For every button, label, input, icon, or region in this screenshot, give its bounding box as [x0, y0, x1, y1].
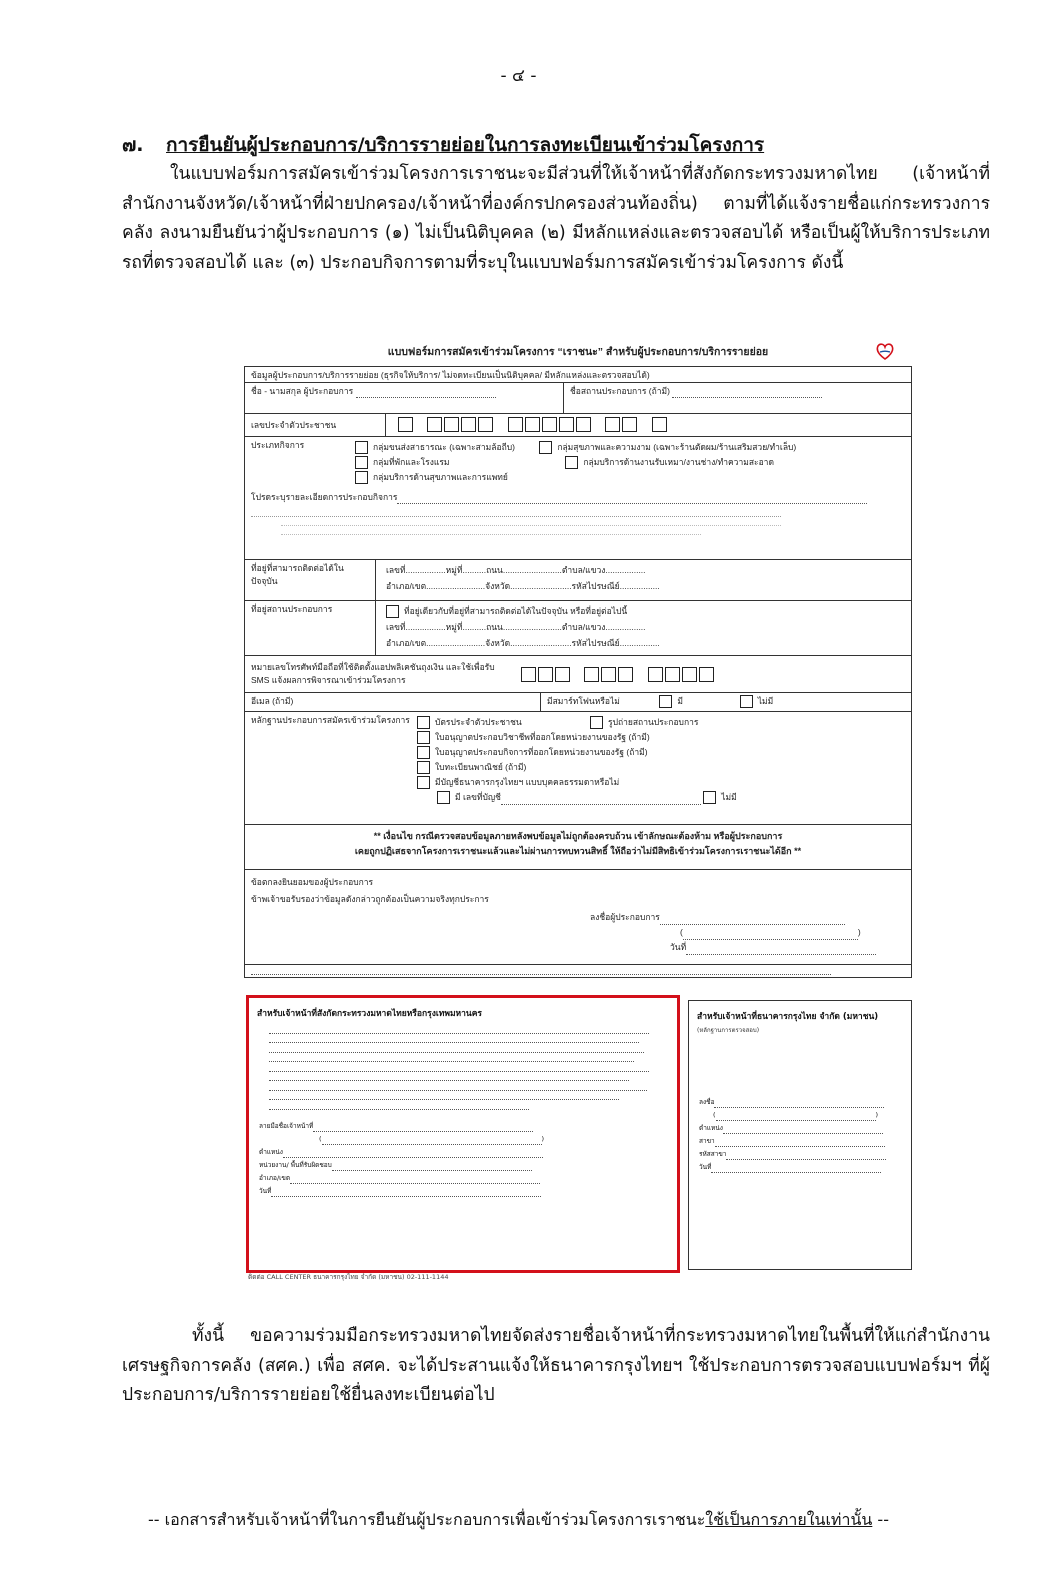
bank-branch-code-label: รหัสสาขา [699, 1149, 727, 1158]
interior-signature-fields[interactable]: ลายมือชื่อเจ้าหน้าที่ ( ) ตำแหน่ง หน่วยงาน/ พื้นที่รับผิดชอบ อำเภอ/เขต วันที่ [259, 1121, 545, 1195]
officer-sign-label: ลายมือชื่อเจ้าหน้าที่ [259, 1121, 314, 1130]
shop-address-row [245, 601, 911, 656]
same-address-option: ที่อยู่เดียวกับที่อยู่ที่สามารถติดต่อได้ในปัจจุบัน หรือที่อยู่ต่อไปนี้ [404, 606, 628, 616]
checkbox-icon[interactable] [740, 695, 753, 708]
section-number: ๗. [122, 134, 144, 156]
business-detail-field[interactable] [245, 485, 911, 506]
section-title: การยืนยันผู้ประกอบการ/บริการรายย่อยในการลงทะเบียนเข้าร่วมโครงการ [166, 134, 765, 156]
address-line: อำเภอ/เขต.........................จังหวัด..........................รหัสไปรษณีย์................. [386, 581, 660, 591]
bank-branch-label: สาขา [699, 1136, 715, 1145]
business-type-option: กลุ่มขนส่งสาธารณะ (เฉพาะสามล้อถีบ) [373, 442, 515, 452]
smartphone-yes: มี [677, 696, 683, 706]
business-type-option: กลุ่มสุขภาพและความงาม (เฉพาะร้านตัดผม/ร้านเสริมสวย/ทำเล็บ) [557, 442, 797, 452]
section-heading [122, 130, 764, 160]
business-type-option: กลุ่มที่พักและโรงแรม [373, 457, 450, 467]
smartphone-no: ไม่มี [757, 696, 774, 706]
id-row [245, 414, 911, 437]
intro-paragraph [122, 160, 990, 278]
bank-box-subtitle: (หลักฐานการตรวจสอบ) [697, 1027, 760, 1034]
footer-prefix: -- เอกสารสำหรับเจ้าหน้าที่ในการยืนยันผู้ประกอบการเพื่อเข้าร่วมโครงการเราชนะ [148, 1510, 706, 1529]
interior-box-title: สำหรับเจ้าหน้าที่สังกัดกระทรวงมหาดไทยหรือกรุงเทพมหานคร [257, 1009, 482, 1019]
phone-row [245, 656, 911, 693]
checkbox-icon[interactable] [565, 456, 578, 469]
evidence-option: มีบัญชีธนาคารกรุงไทยฯ แบบบุคคลธรรมดาหรือไม่ [435, 777, 620, 787]
business-type-label: ประเภทกิจการ [251, 440, 305, 450]
closing-paragraph-text: ทั้งนี้ ขอความร่วมมือกระทรวงมหาดไทยจัดส่งรายชื่อเจ้าหน้าที่กระทรวงมหาดไทยในพื้นที่ให้แก่สำนักงานเศรษฐกิจการคลัง (สศค.) เพื่อ สศค. จะได้ประสานแจ้งให้ธนาคารกรุงไทยฯ ใช้ประกอบการตรวจสอบแบบฟอร์มฯ ที่ผู้ประกอบการ/บริการรายย่อยใช้ยื่นลงทะเบียนต่อไป [122, 1326, 990, 1405]
warning-line: เคยถูกปฏิเสธจากโครงการเราชนะแล้วและไม่ผ่านการทบทวนสิทธิ์ ให้ถือว่าไม่มีสิทธิเข้าร่วมโครงการเราชนะได้อีก ** [354, 846, 802, 856]
checkbox-icon[interactable] [703, 791, 716, 804]
business-type-option: กลุ่มบริการด้านสุขภาพและการแพทย์ [373, 472, 508, 482]
business-type-row [245, 437, 911, 560]
bank-sign-label: ลงชื่อ [699, 1097, 715, 1106]
shop-name-label: ชื่อสถานประกอบการ (ถ้ามี) [570, 386, 670, 396]
checkbox-icon[interactable] [386, 605, 399, 618]
intro-paragraph-text: ในแบบฟอร์มการสมัครเข้าร่วมโครงการเราชนะจะมีส่วนที่ให้เจ้าหน้าที่สังกัดกระทรวงมหาดไทย (เจ้าหน้าที่สำนักงานจังหวัด/เจ้าหน้าที่ฝ่ายปกครอง/เจ้าหน้าที่องค์กรปกครองส่วนท้องถิ่น) ตามที่ได้แจ้งรายชื่อแก่กระทรวงการคลัง ลงนามยืนยันว่าผู้ประกอบการ (๑) ไม่เป็นนิติบุคคล (๒) มีหลักแหล่งและตรวจสอบได้ หรือเป็นผู้ให้บริการประเภทรถที่ตรวจสอบได้ และ (๓) ประกอบกิจการตามที่ระบุในแบบฟอร์มการสมัครเข้าร่วมโครงการ ดังนี้ [122, 164, 990, 273]
checkbox-icon[interactable] [437, 791, 450, 804]
evidence-option: ใบอนุญาตประกอบวิชาชีพที่ออกโดยหน่วยงานของรัฐ (ถ้ามี) [435, 732, 650, 742]
form-footnote-row [245, 965, 911, 977]
consent-title: ข้อตกลงยินยอมของผู้ประกอบการ [251, 877, 374, 887]
bank-date-label: วันที่ [699, 1162, 712, 1171]
checkbox-icon[interactable] [355, 441, 368, 454]
checkbox-icon[interactable] [539, 441, 552, 454]
footer-suffix: -- [872, 1510, 889, 1529]
shop-address-field[interactable] [376, 601, 666, 655]
id-label: เลขประจำตัวประชาชน [245, 414, 386, 436]
business-type-option: กลุ่มบริการด้านงานรับเหมา/งานช่าง/ทำความสะอาด [583, 457, 774, 467]
checkbox-icon[interactable] [417, 746, 430, 759]
phone-label: หมายเลขโทรศัพท์มือถือที่ใช้ติดตั้งแอปพลิเคชันถุงเงิน และใช้เพื่อรับ SMS แจ้งผลการพิจารณาเข้าร่วมโครงการ [251, 662, 495, 685]
form-title [244, 338, 912, 366]
email-field[interactable] [245, 693, 541, 711]
address-line: เลขที่.................หมู่ที่..........ถนน.........................ตำบล/แขวง................. [386, 622, 646, 632]
warning-line: ** เงื่อนไข กรณีตรวจสอบข้อมูลภายหลังพบข้อมูลไม่ถูกต้องครบถ้วน เข้าลักษณะต้องห้าม หรือผู้ประกอบการ [373, 831, 783, 841]
consent-row [245, 870, 911, 965]
officer-district-label: อำเภอ/เขต [259, 1173, 291, 1182]
checkbox-icon[interactable] [590, 716, 603, 729]
shop-name-field[interactable] [564, 383, 911, 413]
interior-officer-box [246, 995, 680, 1273]
contact-address-row [245, 560, 911, 601]
application-form [244, 338, 912, 978]
checkbox-icon[interactable] [355, 456, 368, 469]
address-line: เลขที่.................หมู่ที่..........ถนน.........................ตำบล/แขวง................. [386, 565, 646, 575]
signature-block[interactable]: ลงชื่อผู้ประกอบการ ( ) วันที่ [590, 910, 876, 955]
closing-paragraph [122, 1322, 990, 1411]
officer-agency-label: หน่วยงาน/ พื้นที่รับผิดชอบ [259, 1160, 332, 1169]
bank-box-title: สำหรับเจ้าหน้าที่ธนาคารกรุงไทย จำกัด (มหาชน) [697, 1012, 879, 1022]
sign-label: ลงชื่อผู้ประกอบการ [590, 912, 660, 922]
form-table [244, 366, 912, 978]
id-number-boxes[interactable] [386, 414, 691, 436]
form-header-text: ข้อมูลผู้ประกอบการ/บริการรายย่อย (ธุรกิจให้บริการ/ ไม่จดทะเบียนเป็นนิติบุคคล/ มีหลักแหล่งและตรวจสอบได้) [251, 370, 650, 380]
checkbox-icon[interactable] [417, 716, 430, 729]
account-yes-option: มี เลขที่บัญชี [455, 792, 501, 802]
page-number: - ๔ - [500, 66, 537, 86]
phone-number-boxes[interactable] [507, 667, 726, 682]
name-row [245, 383, 911, 414]
call-center-note: ติดต่อ CALL CENTER ธนาคารกรุงไทย จำกัด (มหาชน) 02-111-1144 [248, 1273, 449, 1281]
email-row [245, 693, 911, 712]
date-label: วันที่ [670, 942, 687, 952]
evidence-row [245, 712, 911, 825]
business-detail-label: โปรดระบุรายละเอียดการประกอบกิจการ [251, 492, 398, 502]
checkbox-icon[interactable] [417, 761, 430, 774]
bank-position-label: ตำแหน่ง [699, 1123, 723, 1132]
contact-address-label: ที่อยู่ที่สามารถติดต่อได้ในปัจจุบัน [245, 560, 376, 600]
form-title-text: แบบฟอร์มการสมัครเข้าร่วมโครงการ “เราชนะ” สำหรับผู้ประกอบการ/บริการรายย่อย [387, 346, 769, 358]
address-line: อำเภอ/เขต.........................จังหวัด..........................รหัสไปรษณีย์................. [386, 638, 660, 648]
evidence-option: ใบทะเบียนพาณิชย์ (ถ้ามี) [435, 762, 527, 772]
footer-underlined: ใช้เป็นการภายในเท่านั้น [705, 1510, 873, 1529]
smartphone-label: มีสมาร์ทโฟนหรือไม่ [547, 696, 620, 706]
consent-text: ข้าพเจ้าขอรับรองว่าข้อมูลดังกล่าวถูกต้องเป็นความจริงทุกประการ [251, 894, 489, 904]
evidence-label: หลักฐานประกอบการสมัครเข้าร่วมโครงการ [251, 715, 410, 725]
officer-position-label: ตำแหน่ง [259, 1147, 283, 1156]
account-no-option: ไม่มี [721, 792, 737, 802]
name-field[interactable] [245, 383, 564, 413]
checkbox-icon[interactable] [659, 695, 672, 708]
contact-address-field[interactable] [376, 560, 666, 600]
smartphone-field [541, 693, 779, 711]
evidence-option: รูปถ่ายสถานประกอบการ [608, 717, 699, 727]
footer-note [0, 1508, 1037, 1533]
evidence-option: ใบอนุญาตประกอบกิจการที่ออกโดยหน่วยงานของรัฐ (ถ้ามี) [435, 747, 648, 757]
officer-date-label: วันที่ [259, 1186, 272, 1195]
warning-row [245, 825, 911, 870]
bank-signature-fields[interactable]: ลงชื่อ ( ) ตำแหน่ง สาขา รหัสสาขา วันที่ [689, 1036, 911, 1174]
bank-officer-box [688, 1000, 912, 1270]
email-label: อีเมล (ถ้ามี) [251, 696, 294, 706]
checkbox-icon[interactable] [355, 471, 368, 484]
checkbox-icon[interactable] [417, 731, 430, 744]
heart-logo-icon [874, 340, 896, 362]
evidence-option: บัตรประจำตัวประชาชน [435, 717, 522, 727]
checkbox-icon[interactable] [417, 776, 430, 789]
name-label: ชื่อ - นามสกุล ผู้ประกอบการ [251, 386, 354, 396]
form-header-row [245, 367, 911, 383]
shop-address-label: ที่อยู่สถานประกอบการ [245, 601, 376, 655]
